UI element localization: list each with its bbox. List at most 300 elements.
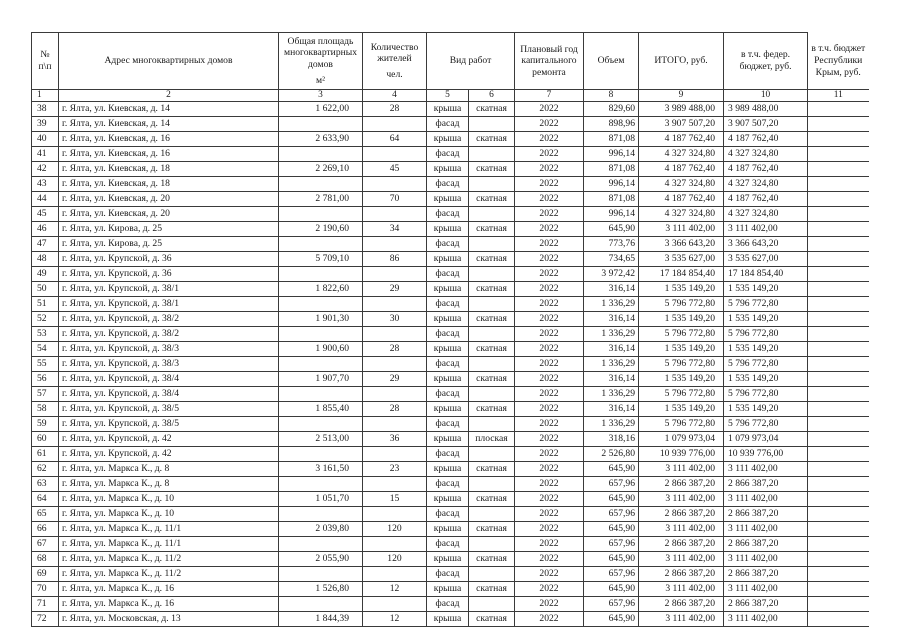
federal-cell: 3 111 402,00 [724, 462, 808, 477]
address-cell: г. Ялта, ул. Киевская, д. 16 [59, 147, 279, 162]
roof-type-cell: скатная [469, 192, 515, 207]
address-cell: г. Ялта, ул. Крупской, д. 38/5 [59, 417, 279, 432]
roof-type-cell: скатная [469, 372, 515, 387]
residents-cell: 86 [363, 252, 427, 267]
area-cell: 2 269,10 [279, 162, 363, 177]
crimea-cell [808, 477, 869, 492]
residents-cell: 120 [363, 522, 427, 537]
work-type-cell: фасад [427, 237, 469, 252]
work-type-cell: фасад [427, 597, 469, 612]
residents-cell: 28 [363, 102, 427, 117]
work-type-cell: фасад [427, 447, 469, 462]
roof-type-cell: скатная [469, 252, 515, 267]
area-cell [279, 447, 363, 462]
roof-type-cell: скатная [469, 312, 515, 327]
volume-cell: 1 336,29 [584, 297, 639, 312]
row-number: 39 [32, 117, 59, 132]
federal-cell: 5 796 772,80 [724, 417, 808, 432]
federal-cell: 2 866 387,20 [724, 477, 808, 492]
year-cell: 2022 [515, 582, 584, 597]
year-cell: 2022 [515, 372, 584, 387]
row-number: 38 [32, 102, 59, 117]
roof-type-cell [469, 417, 515, 432]
volume-cell: 871,08 [584, 192, 639, 207]
crimea-cell [808, 357, 869, 372]
volume-cell: 645,90 [584, 462, 639, 477]
volume-cell: 316,14 [584, 372, 639, 387]
volume-cell: 657,96 [584, 507, 639, 522]
area-cell: 2 190,60 [279, 222, 363, 237]
volume-cell: 645,90 [584, 552, 639, 567]
crimea-cell [808, 537, 869, 552]
residents-cell: 28 [363, 402, 427, 417]
year-cell: 2022 [515, 282, 584, 297]
address-cell: г. Ялта, ул. Маркса К., д. 16 [59, 582, 279, 597]
header-num: № п\п [32, 33, 59, 90]
table-row [32, 522, 869, 537]
residents-cell [363, 417, 427, 432]
total-cell: 2 866 387,20 [639, 537, 724, 552]
volume-cell: 898,96 [584, 117, 639, 132]
table-row [32, 312, 869, 327]
total-cell: 17 184 854,40 [639, 267, 724, 282]
roof-type-cell: скатная [469, 462, 515, 477]
year-cell: 2022 [515, 492, 584, 507]
total-cell: 10 939 776,00 [639, 447, 724, 462]
address-cell: г. Ялта, ул. Московская, д. 13 [59, 612, 279, 627]
address-cell: г. Ялта, ул. Крупской, д. 38/4 [59, 372, 279, 387]
year-cell: 2022 [515, 237, 584, 252]
year-cell: 2022 [515, 267, 584, 282]
table-row [32, 282, 869, 297]
area-cell [279, 207, 363, 222]
residents-cell [363, 477, 427, 492]
total-cell: 2 866 387,20 [639, 507, 724, 522]
work-type-cell: крыша [427, 402, 469, 417]
crimea-cell [808, 612, 869, 627]
volume-cell: 645,90 [584, 582, 639, 597]
federal-cell: 5 796 772,80 [724, 387, 808, 402]
volume-cell: 657,96 [584, 567, 639, 582]
work-type-cell: крыша [427, 492, 469, 507]
address-cell: г. Ялта, ул. Маркса К., д. 11/2 [59, 567, 279, 582]
table-row [32, 507, 869, 522]
table-row [32, 537, 869, 552]
residents-cell [363, 147, 427, 162]
address-cell: г. Ялта, ул. Маркса К., д. 10 [59, 492, 279, 507]
federal-cell: 1 079 973,04 [724, 432, 808, 447]
federal-cell: 1 535 149,20 [724, 342, 808, 357]
volume-cell: 316,14 [584, 312, 639, 327]
year-cell: 2022 [515, 477, 584, 492]
federal-cell: 1 535 149,20 [724, 372, 808, 387]
residents-cell: 30 [363, 312, 427, 327]
year-cell: 2022 [515, 162, 584, 177]
year-cell: 2022 [515, 312, 584, 327]
roof-type-cell [469, 327, 515, 342]
crimea-cell [808, 402, 869, 417]
area-cell: 2 513,00 [279, 432, 363, 447]
year-cell: 2022 [515, 177, 584, 192]
row-number: 67 [32, 537, 59, 552]
table-row [32, 117, 869, 132]
roof-type-cell: скатная [469, 342, 515, 357]
address-cell: г. Ялта, ул. Киевская, д. 18 [59, 162, 279, 177]
crimea-cell [808, 597, 869, 612]
address-cell: г. Ялта, ул. Киевская, д. 20 [59, 207, 279, 222]
total-cell: 1 079 973,04 [639, 432, 724, 447]
work-type-cell: фасад [427, 297, 469, 312]
crimea-cell [808, 162, 869, 177]
table-row [32, 207, 869, 222]
volume-cell: 996,14 [584, 177, 639, 192]
work-type-cell: крыша [427, 582, 469, 597]
work-type-cell: крыша [427, 612, 469, 627]
area-cell [279, 117, 363, 132]
address-cell: г. Ялта, ул. Крупской, д. 42 [59, 432, 279, 447]
crimea-cell [808, 252, 869, 267]
area-cell [279, 597, 363, 612]
index-cell: 7 [515, 90, 584, 102]
row-number: 44 [32, 192, 59, 207]
total-cell: 3 111 402,00 [639, 222, 724, 237]
roof-type-cell: скатная [469, 282, 515, 297]
area-cell [279, 507, 363, 522]
row-number: 55 [32, 357, 59, 372]
header-address: Адрес многоквартирных домов [59, 33, 279, 90]
work-type-cell: фасад [427, 327, 469, 342]
row-number: 53 [32, 327, 59, 342]
residents-cell: 12 [363, 612, 427, 627]
area-cell [279, 567, 363, 582]
volume-cell: 645,90 [584, 612, 639, 627]
header-area-unit: м² [316, 74, 325, 86]
table-row [32, 102, 869, 117]
work-type-cell: крыша [427, 342, 469, 357]
area-cell: 2 055,90 [279, 552, 363, 567]
year-cell: 2022 [515, 462, 584, 477]
federal-cell: 10 939 776,00 [724, 447, 808, 462]
header-area [279, 33, 363, 90]
federal-cell: 1 535 149,20 [724, 312, 808, 327]
crimea-cell [808, 102, 869, 117]
residents-cell [363, 597, 427, 612]
address-cell: г. Ялта, ул. Крупской, д. 38/5 [59, 402, 279, 417]
header-work-type: Вид работ [427, 33, 515, 90]
crimea-cell [808, 117, 869, 132]
work-type-cell: фасад [427, 357, 469, 372]
federal-cell: 3 907 507,20 [724, 117, 808, 132]
roof-type-cell [469, 147, 515, 162]
year-cell: 2022 [515, 102, 584, 117]
table-row [32, 402, 869, 417]
crimea-cell [808, 387, 869, 402]
row-number: 52 [32, 312, 59, 327]
table-row [32, 327, 869, 342]
total-cell: 3 907 507,20 [639, 117, 724, 132]
address-cell: г. Ялта, ул. Маркса К., д. 10 [59, 507, 279, 522]
residents-cell [363, 387, 427, 402]
residents-cell [363, 357, 427, 372]
roof-type-cell: плоская [469, 432, 515, 447]
volume-cell: 657,96 [584, 597, 639, 612]
roof-type-cell: скатная [469, 132, 515, 147]
row-number: 54 [32, 342, 59, 357]
volume-cell: 871,08 [584, 132, 639, 147]
year-cell: 2022 [515, 612, 584, 627]
address-cell: г. Ялта, ул. Киевская, д. 16 [59, 132, 279, 147]
index-cell: 2 [59, 90, 279, 102]
volume-cell: 645,90 [584, 222, 639, 237]
crimea-cell [808, 267, 869, 282]
area-cell: 2 039,80 [279, 522, 363, 537]
address-cell: г. Ялта, ул. Киевская, д. 14 [59, 102, 279, 117]
roof-type-cell: скатная [469, 402, 515, 417]
address-cell: г. Ялта, ул. Крупской, д. 38/3 [59, 357, 279, 372]
table-row [32, 222, 869, 237]
volume-cell: 316,14 [584, 282, 639, 297]
federal-cell: 3 111 402,00 [724, 612, 808, 627]
crimea-cell [808, 342, 869, 357]
address-cell: г. Ялта, ул. Маркса К., д. 11/1 [59, 537, 279, 552]
crimea-cell [808, 282, 869, 297]
volume-cell: 645,90 [584, 522, 639, 537]
total-cell: 5 796 772,80 [639, 387, 724, 402]
total-cell: 3 111 402,00 [639, 582, 724, 597]
table-row [32, 132, 869, 147]
table-header-row [32, 33, 869, 90]
total-cell: 5 796 772,80 [639, 297, 724, 312]
roof-type-cell: скатная [469, 522, 515, 537]
total-cell: 1 535 149,20 [639, 312, 724, 327]
area-cell [279, 417, 363, 432]
roof-type-cell [469, 387, 515, 402]
total-cell: 1 535 149,20 [639, 342, 724, 357]
work-type-cell: фасад [427, 567, 469, 582]
table-row [32, 387, 869, 402]
work-type-cell: крыша [427, 372, 469, 387]
area-cell: 1 900,60 [279, 342, 363, 357]
roof-type-cell [469, 237, 515, 252]
row-number: 63 [32, 477, 59, 492]
area-cell [279, 267, 363, 282]
residents-cell [363, 447, 427, 462]
year-cell: 2022 [515, 327, 584, 342]
total-cell: 5 796 772,80 [639, 417, 724, 432]
header-residents [363, 33, 427, 90]
year-cell: 2022 [515, 417, 584, 432]
year-cell: 2022 [515, 537, 584, 552]
total-cell: 4 187 762,40 [639, 192, 724, 207]
volume-cell: 645,90 [584, 492, 639, 507]
area-cell: 2 781,00 [279, 192, 363, 207]
total-cell: 3 366 643,20 [639, 237, 724, 252]
index-cell: 1 [32, 90, 59, 102]
address-cell: г. Ялта, ул. Маркса К., д. 16 [59, 597, 279, 612]
volume-cell: 316,14 [584, 342, 639, 357]
work-type-cell: крыша [427, 162, 469, 177]
roof-type-cell: скатная [469, 102, 515, 117]
header-crimea: в т.ч. бюджет Республики Крым, руб. [808, 33, 869, 90]
roof-type-cell [469, 537, 515, 552]
roof-type-cell: скатная [469, 612, 515, 627]
federal-cell: 3 111 402,00 [724, 582, 808, 597]
total-cell: 4 327 324,80 [639, 207, 724, 222]
year-cell: 2022 [515, 252, 584, 267]
federal-cell: 4 187 762,40 [724, 162, 808, 177]
header-federal: в т.ч. федер. бюджет, руб. [724, 33, 808, 90]
address-cell: г. Ялта, ул. Крупской, д. 38/1 [59, 297, 279, 312]
year-cell: 2022 [515, 522, 584, 537]
residents-cell [363, 177, 427, 192]
address-cell: г. Ялта, ул. Киевская, д. 20 [59, 192, 279, 207]
row-number: 60 [32, 432, 59, 447]
year-cell: 2022 [515, 567, 584, 582]
header-area-label: Общая площадь многоквартирных домов [284, 35, 357, 70]
volume-cell: 734,65 [584, 252, 639, 267]
total-cell: 2 866 387,20 [639, 597, 724, 612]
volume-cell: 3 972,42 [584, 267, 639, 282]
crimea-cell [808, 507, 869, 522]
table-row [32, 477, 869, 492]
area-cell: 1 855,40 [279, 402, 363, 417]
index-cell: 11 [808, 90, 869, 102]
year-cell: 2022 [515, 552, 584, 567]
table-row [32, 552, 869, 567]
address-cell: г. Ялта, ул. Крупской, д. 38/2 [59, 327, 279, 342]
roof-type-cell: скатная [469, 492, 515, 507]
area-cell: 5 709,10 [279, 252, 363, 267]
crimea-cell [808, 432, 869, 447]
area-cell [279, 387, 363, 402]
area-cell [279, 177, 363, 192]
row-number: 68 [32, 552, 59, 567]
total-cell: 3 111 402,00 [639, 552, 724, 567]
volume-cell: 2 526,80 [584, 447, 639, 462]
work-type-cell: крыша [427, 222, 469, 237]
federal-cell: 2 866 387,20 [724, 507, 808, 522]
area-cell: 2 633,90 [279, 132, 363, 147]
index-cell: 4 [363, 90, 427, 102]
federal-cell: 4 327 324,80 [724, 207, 808, 222]
work-type-cell: крыша [427, 282, 469, 297]
federal-cell: 3 111 402,00 [724, 552, 808, 567]
crimea-cell [808, 312, 869, 327]
roof-type-cell: скатная [469, 552, 515, 567]
volume-cell: 829,60 [584, 102, 639, 117]
area-cell [279, 237, 363, 252]
federal-cell: 2 866 387,20 [724, 597, 808, 612]
capital-repair-table [31, 32, 869, 627]
table-row [32, 492, 869, 507]
header-residents-label: Количество жителей [370, 41, 419, 65]
total-cell: 5 796 772,80 [639, 327, 724, 342]
table-row [32, 147, 869, 162]
roof-type-cell: скатная [469, 582, 515, 597]
total-cell: 4 327 324,80 [639, 177, 724, 192]
federal-cell: 5 796 772,80 [724, 357, 808, 372]
federal-cell: 4 327 324,80 [724, 177, 808, 192]
federal-cell: 3 989 488,00 [724, 102, 808, 117]
roof-type-cell [469, 297, 515, 312]
roof-type-cell: скатная [469, 222, 515, 237]
table-row [32, 192, 869, 207]
residents-cell [363, 207, 427, 222]
address-cell: г. Ялта, ул. Крупской, д. 38/4 [59, 387, 279, 402]
federal-cell: 3 111 402,00 [724, 522, 808, 537]
total-cell: 3 111 402,00 [639, 522, 724, 537]
crimea-cell [808, 462, 869, 477]
total-cell: 3 111 402,00 [639, 612, 724, 627]
crimea-cell [808, 222, 869, 237]
volume-cell: 996,14 [584, 207, 639, 222]
crimea-cell [808, 372, 869, 387]
work-type-cell: крыша [427, 462, 469, 477]
area-cell [279, 297, 363, 312]
crimea-cell [808, 582, 869, 597]
address-cell: г. Ялта, ул. Крупской, д. 38/2 [59, 312, 279, 327]
crimea-cell [808, 147, 869, 162]
year-cell: 2022 [515, 132, 584, 147]
total-cell: 4 327 324,80 [639, 147, 724, 162]
residents-cell [363, 237, 427, 252]
row-number: 49 [32, 267, 59, 282]
row-number: 43 [32, 177, 59, 192]
work-type-cell: крыша [427, 552, 469, 567]
work-type-cell: крыша [427, 192, 469, 207]
crimea-cell [808, 447, 869, 462]
residents-cell [363, 507, 427, 522]
work-type-cell: фасад [427, 207, 469, 222]
crimea-cell [808, 492, 869, 507]
residents-cell: 12 [363, 582, 427, 597]
residents-cell [363, 537, 427, 552]
work-type-cell: крыша [427, 132, 469, 147]
work-type-cell: крыша [427, 432, 469, 447]
area-cell: 1 051,70 [279, 492, 363, 507]
residents-cell [363, 267, 427, 282]
area-cell: 1 907,70 [279, 372, 363, 387]
row-number: 72 [32, 612, 59, 627]
residents-cell: 29 [363, 372, 427, 387]
row-number: 70 [32, 582, 59, 597]
roof-type-cell [469, 567, 515, 582]
table-row [32, 267, 869, 282]
area-cell: 3 161,50 [279, 462, 363, 477]
residents-cell [363, 327, 427, 342]
row-number: 62 [32, 462, 59, 477]
roof-type-cell [469, 207, 515, 222]
row-number: 50 [32, 282, 59, 297]
total-cell: 3 989 488,00 [639, 102, 724, 117]
federal-cell: 4 327 324,80 [724, 147, 808, 162]
residents-cell: 70 [363, 192, 427, 207]
address-cell: г. Ялта, ул. Маркса К., д. 8 [59, 477, 279, 492]
address-cell: г. Ялта, ул. Крупской, д. 36 [59, 252, 279, 267]
address-cell: г. Ялта, ул. Кирова, д. 25 [59, 237, 279, 252]
federal-cell: 1 535 149,20 [724, 282, 808, 297]
volume-cell: 657,96 [584, 477, 639, 492]
index-cell: 6 [469, 90, 515, 102]
year-cell: 2022 [515, 192, 584, 207]
roof-type-cell [469, 357, 515, 372]
total-cell: 1 535 149,20 [639, 402, 724, 417]
row-number: 56 [32, 372, 59, 387]
volume-cell: 318,16 [584, 432, 639, 447]
area-cell [279, 327, 363, 342]
table-row [32, 582, 869, 597]
federal-cell: 3 111 402,00 [724, 492, 808, 507]
